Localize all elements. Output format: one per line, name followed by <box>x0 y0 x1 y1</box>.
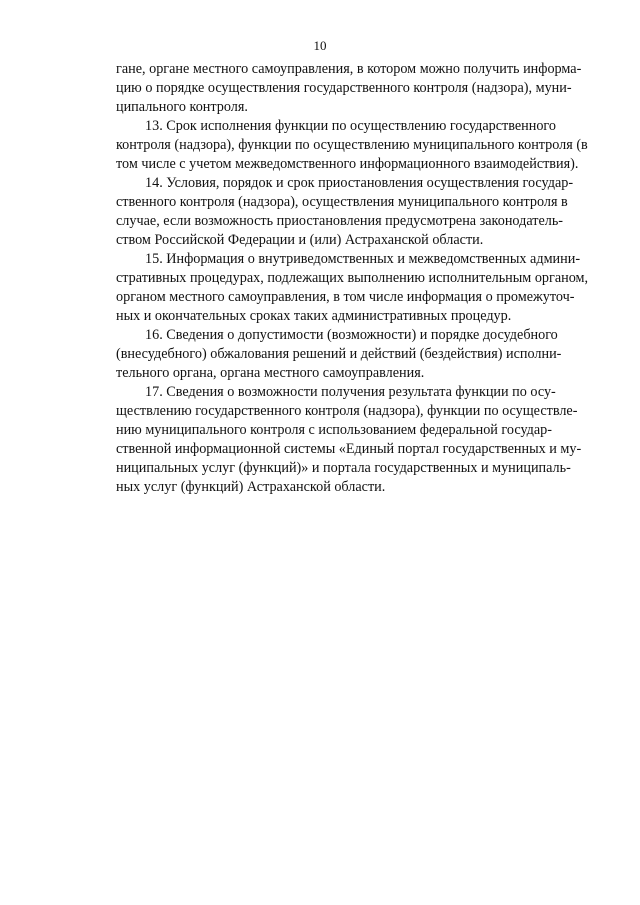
text-line: том числе с учетом межведомственного информационного взаимодействия). <box>116 156 579 172</box>
text-line: ственной информационной системы «Единый портал государственных и му- <box>116 441 582 457</box>
paragraph-17 <box>116 383 582 497</box>
text-line: 14. Условия, порядок и срок приостановления осуществления государ- <box>145 175 574 191</box>
text-line: 13. Срок исполнения функции по осуществлению государственного <box>145 118 556 134</box>
text-line: ществлению государственного контроля (надзора), функции по осуществле- <box>116 403 578 419</box>
text-line: 15. Информация о внутриведомственных и межведомственных админи- <box>145 251 581 267</box>
text-line: цию о порядке осуществления государственного контроля (надзора), муни- <box>116 80 572 96</box>
text-line: 16. Сведения о допустимости (возможности) и порядке досудебного <box>145 327 558 343</box>
text-line: ных услуг (функций) Астраханской области. <box>116 479 386 495</box>
text-line: ных и окончательных сроках таких административных процедур. <box>116 308 512 324</box>
text-line: тельного органа, органа местного самоуправления. <box>116 365 425 381</box>
text-line: случае, если возможность приостановления предусмотрена законодатель- <box>116 213 564 229</box>
text-line: органом местного самоуправления, в том числе информация о промежуточ- <box>116 289 575 305</box>
text-line: стративных процедурах, подлежащих выполнению исполнительным органом, <box>116 270 589 286</box>
page-number: 10 <box>313 38 327 53</box>
text-line: ством Российской Федерации и (или) Астраханской области. <box>116 232 484 248</box>
text-line: ниципальных услуг (функций)» и портала государственных и муниципаль- <box>116 460 571 476</box>
text-line: (внесудебного) обжалования решений и действий (бездействия) исполни- <box>116 346 562 362</box>
paragraph-continuation <box>116 60 582 117</box>
paragraph-15 <box>116 250 589 326</box>
text-line: ственного контроля (надзора), осуществления муниципального контроля в <box>116 194 568 210</box>
paragraph-14 <box>116 174 574 250</box>
paragraph-13 <box>116 117 588 174</box>
document-body <box>116 60 589 497</box>
paragraph-16 <box>116 326 562 383</box>
text-line: гане, органе местного самоуправления, в котором можно получить информа- <box>116 61 582 77</box>
text-line: нию муниципального контроля с использованием федеральной государ- <box>116 422 552 438</box>
text-line: ципального контроля. <box>116 99 248 115</box>
text-line: контроля (надзора), функции по осуществлению муниципального контроля (в <box>116 137 588 153</box>
text-line: 17. Сведения о возможности получения результата функции по осу- <box>145 384 556 400</box>
